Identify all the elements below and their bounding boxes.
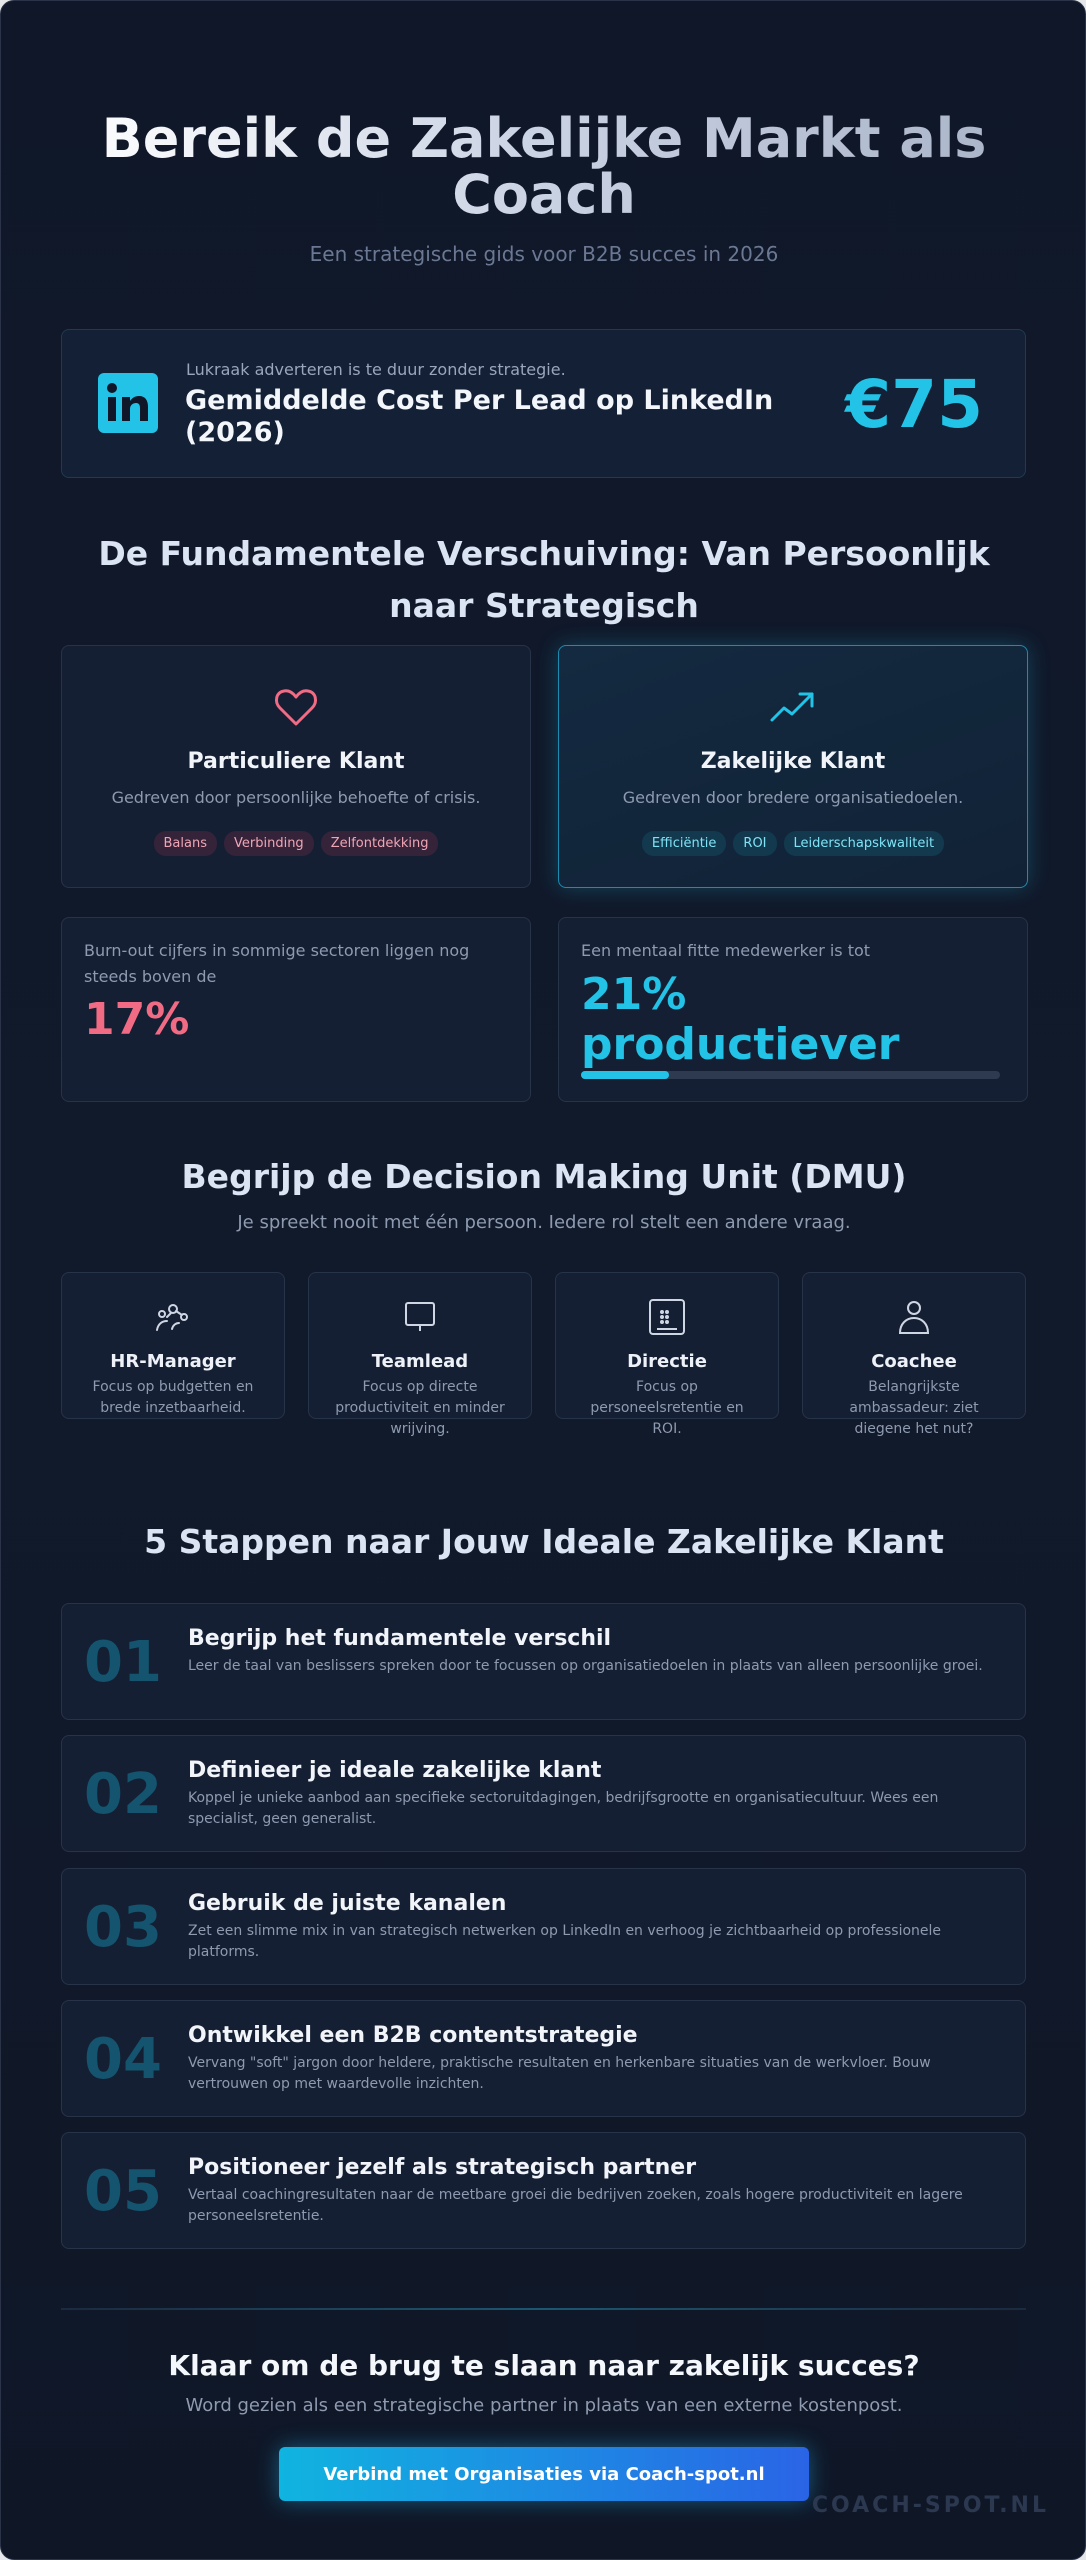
dmu-role-title: Coachee [871,1351,957,1372]
step-title: Gebruik de juiste kanalen [188,1891,507,1916]
step-number: 01 [84,1630,162,1695]
dmu-card-teamlead [308,1272,532,1437]
people-network-icon [62,1297,284,1337]
cta-title: Klaar om de brug te slaan naar zakelijk succes? [168,2349,920,2382]
dmu-role-description: Focus op budgetten en brede inzetbaarheid. [92,1379,254,1416]
heart-icon [62,682,530,732]
private-client-tags [62,831,530,856]
step-card [61,1868,1026,1985]
presentation-icon [309,1297,531,1337]
private-client-description: Gedreven door persoonlijke behoefte of crisis. [111,788,481,807]
business-client-tags [559,831,1027,856]
business-client-description: Gedreven door bredere organisatiedoelen. [622,788,964,807]
tag: Verbinding [224,831,314,856]
dmu-card-hr-manager [61,1272,285,1419]
dmu-section-title: Begrijp de Decision Making Unit (DMU) [181,1157,907,1196]
linkedin-icon [98,373,158,433]
productivity-progress-fill [581,1071,669,1079]
dmu-role-description: Belangrijkste ambassadeur: ziet diegene het nut? [849,1379,979,1437]
step-number: 04 [84,2027,162,2092]
private-client-card [61,645,531,888]
dmu-role-title: Directie [627,1351,707,1372]
shift-section-title: De Fundamentele Verschuiving: Van Persoonlijk naar Strategisch [98,534,990,625]
productivity-stat-text: Een mentaal fitte medewerker is tot [581,941,871,960]
step-number: 03 [84,1895,162,1960]
steps-section-title: 5 Stappen naar Jouw Ideale Zakelijke Klant [144,1522,944,1561]
linkedin-cost-card [61,329,1026,478]
burnout-stat-card [61,917,531,1102]
business-client-card [558,645,1028,888]
dmu-section-subtitle: Je spreekt nooit met één persoon. Iedere rol stelt een andere vraag. [237,1212,851,1233]
step-title: Positioneer jezelf als strategisch partner [188,2155,697,2180]
step-title: Begrijp het fundamentele verschil [188,1626,612,1651]
page-title: Bereik de Zakelijke Markt als Coach [61,111,1027,223]
step-card [61,1735,1026,1852]
trending-up-icon [559,682,1027,732]
tag: Balans [154,831,217,856]
step-description: Vervang "soft" jargon door heldere, praktische resultaten en herkenbare situaties van de werkvloer. Bouw vertrouwen op met waardevolle inzichten. [188,2055,931,2092]
tag: Efficiëntie [642,831,727,856]
dmu-role-description: Focus op personeelsretentie en ROI. [590,1379,744,1437]
cta-subtitle: Word gezien als een strategische partner in plaats van een externe kostenpost. [185,2395,903,2416]
productivity-stat-card [558,917,1028,1102]
step-card [61,2132,1026,2249]
page-subtitle: Een strategische gids voor B2B succes in 2026 [309,242,779,266]
step-description: Vertaal coachingresultaten naar de meetbare groei die bedrijven zoeken, zoals hogere productiviteit en lagere personeelsretentie. [188,2187,963,2224]
watermark: COACH-SPOT.NL [811,2493,1049,2518]
tag: Leiderschapskwaliteit [784,831,945,856]
user-icon [803,1297,1025,1337]
step-card [61,1603,1026,1720]
dmu-card-coachee [802,1272,1026,1437]
burnout-stat-text: Burn-out cijfers in sommige sectoren liggen nog steeds boven de [84,941,470,986]
step-title: Ontwikkel een B2B contentstrategie [188,2023,638,2048]
linkedin-caption: Lukraak adverteren is te duur zonder strategie. [186,360,566,379]
burnout-stat-value: 17% [84,994,190,1045]
step-number: 02 [84,1762,162,1827]
business-client-title: Zakelijke Klant [700,749,886,774]
linkedin-stat-title: Gemiddelde Cost Per Lead op LinkedIn (2026) [185,385,774,448]
dmu-role-description: Focus op directe productiviteit en minder wrijving. [335,1379,505,1437]
section-divider [61,2308,1026,2310]
private-client-title: Particuliere Klant [187,749,405,774]
step-description: Koppel je unieke aanbod aan specifieke sectoruitdagingen, bedrijfsgrootte en organisatiecultuur. Wees een specialist, geen generalist. [188,1790,939,1827]
building-icon [556,1297,778,1337]
tag: ROI [733,831,776,856]
productivity-stat-value: 21% productiever [581,969,900,1070]
step-title: Definieer je ideale zakelijke klant [188,1758,602,1783]
dmu-role-title: Teamlead [371,1351,469,1372]
step-description: Leer de taal van beslissers spreken door te focussen op organisatiedoelen in plaats van alleen persoonlijke groei. [188,1658,983,1674]
step-number: 05 [84,2159,162,2224]
dmu-role-title: HR-Manager [110,1351,236,1372]
step-description: Zet een slimme mix in van strategisch netwerken op LinkedIn en verhoog je zichtbaarheid op professionele platforms. [188,1923,942,1960]
dmu-card-directie [555,1272,779,1437]
step-card [61,2000,1026,2117]
tag: Zelfontdekking [321,831,439,856]
linkedin-stat-value: €75 [845,366,983,443]
connect-organisations-button[interactable]: Verbind met Organisaties via Coach-spot.nl [279,2447,809,2501]
productivity-progress-bar [581,1071,1000,1079]
